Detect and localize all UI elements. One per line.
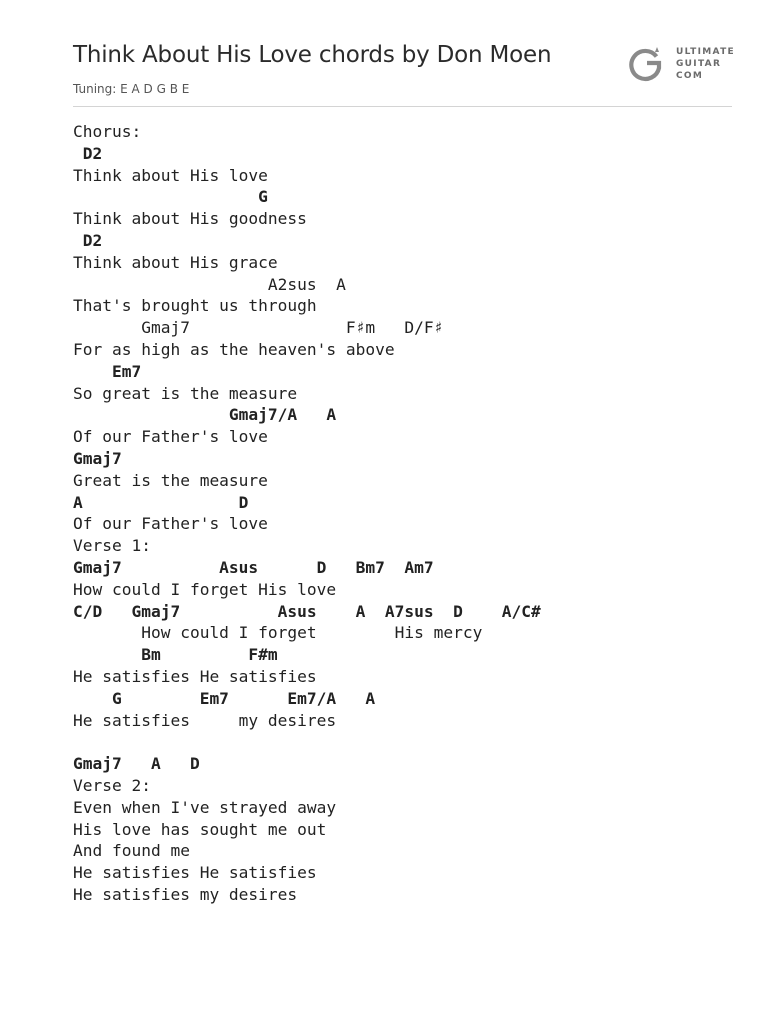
chord-line: Bm F#m [73, 645, 278, 665]
lyric-line: Verse 1: [73, 536, 151, 556]
lyric-line: He satisfies He satisfies [73, 863, 317, 883]
ultimate-guitar-logo-icon [626, 44, 666, 84]
lyric-line: His love has sought me out [73, 819, 327, 839]
logo-line: ULTIMATE [676, 47, 735, 57]
lyric-line: Of our Father's love [73, 427, 268, 447]
chord-line: G [73, 187, 268, 207]
logo-line: COM [676, 71, 704, 81]
lyric-line: Chorus: [73, 122, 142, 141]
chord-line: G Em7 Em7/A A [73, 688, 376, 708]
lyric-line: He satisfies my desires [73, 884, 298, 904]
header-divider [73, 106, 732, 107]
lyric-line: How could I forget His mercy [73, 623, 483, 643]
page-title: Think About His Love chords by Don Moen [73, 42, 552, 68]
chord-line: Gmaj7 [73, 448, 122, 468]
lyric-line [73, 731, 732, 753]
lyric-line: He satisfies He satisfies [73, 666, 317, 686]
tuning-info: Tuning: E A D G B E [73, 82, 190, 96]
chord-line: D2 [73, 230, 103, 250]
chord-line: D2 [73, 143, 103, 163]
chord-line: Gmaj7 A D [73, 754, 200, 774]
chord-sheet-body [73, 121, 732, 906]
chord-line: Gmaj7 F♯m D/F♯ [73, 318, 444, 338]
lyric-line: How could I forget His love [73, 579, 337, 599]
lyric-line: He satisfies my desires [73, 710, 337, 730]
lyric-line: Great is the measure [73, 470, 268, 490]
lyric-line: Think about His grace [73, 252, 278, 272]
logo-wordmark [676, 46, 735, 82]
chord-line: A2sus A [73, 274, 346, 294]
chord-line: Gmaj7 Asus D Bm7 Am7 [73, 557, 434, 577]
chord-line: Em7 [73, 361, 142, 381]
lyric-line: For as high as the heaven's above [73, 339, 395, 359]
lyric-line: Think about His love [73, 165, 268, 185]
lyric-line: So great is the measure [73, 383, 298, 403]
ultimate-guitar-logo[interactable] [626, 42, 736, 86]
lyric-line: Even when I've strayed away [73, 797, 337, 817]
chord-line: C/D Gmaj7 Asus A A7sus D A/C# [73, 601, 541, 621]
lyric-line: Verse 2: [73, 775, 151, 795]
lyric-line: Of our Father's love [73, 514, 268, 534]
chord-line: Gmaj7/A A [73, 405, 337, 425]
chord-line: A D [73, 492, 249, 512]
lyric-line: Think about His goodness [73, 209, 307, 229]
logo-line: GUITAR [676, 59, 722, 69]
lyric-line: That's brought us through [73, 296, 317, 316]
lyric-line: And found me [73, 841, 190, 861]
